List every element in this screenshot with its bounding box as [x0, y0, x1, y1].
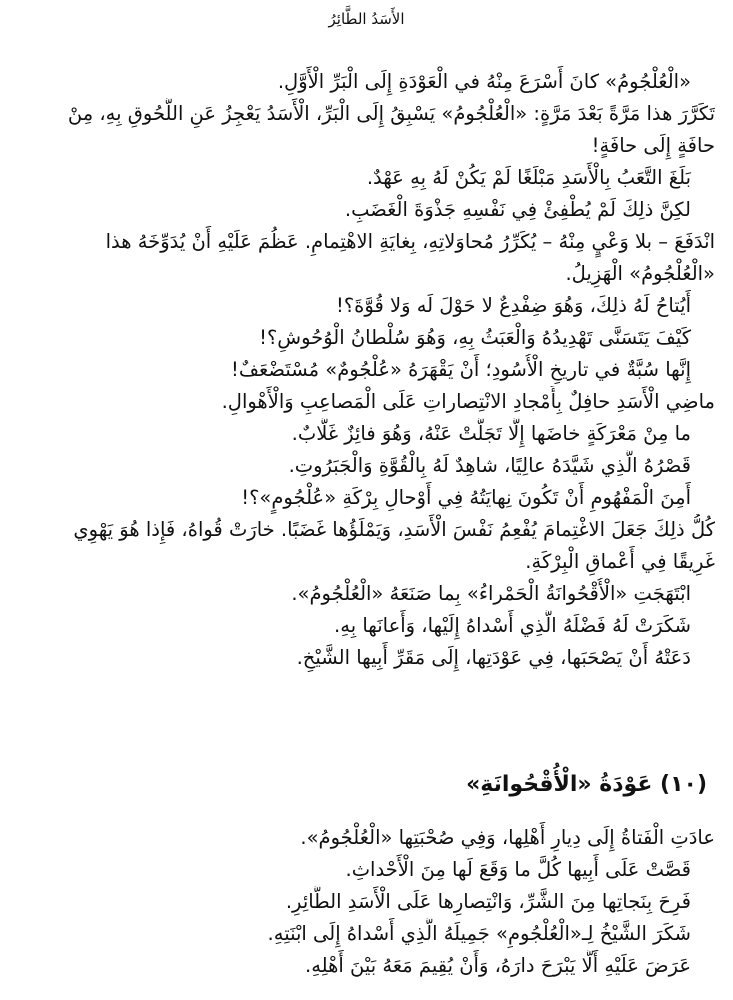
- text-line: شَكَرَ الشَّيْخُ لِـ«الْعُلْجُومِ» جَمِيلَهُ الَّذِي أَسْداهُ إِلَى ابْنَتِهِ.: [267, 922, 691, 945]
- text-line: «الْعُلْجُومُ» الْهَزِيلُ.: [565, 262, 715, 285]
- text-line: ابْتَهَجَتِ «الْأُقْحُوانَةُ الْحَمْراءُ» بِما صَنَعَهُ «الْعُلْجُومُ».: [291, 582, 691, 605]
- text-line: ماضِي الْأَسَدِ حافِلٌ بِأَمْجادِ الانْتِصاراتِ عَلَى الْمَصاعِبِ وَالْأَهْوالِ.: [221, 390, 715, 413]
- text-section-main: [18, 66, 715, 674]
- running-title: الأَسَدُ الطَّائِرُ: [328, 10, 405, 28]
- text-line: غَرِيقًا فِي أَعْماقِ الْبِرْكَةِ.: [525, 550, 715, 573]
- text-line: عَرَضَ عَلَيْهِ أَلَّا يَبْرَحَ دارَهُ، وَأَنْ يُقِيمَ مَعَهُ بَيْنَ أَهْلِهِ.: [305, 954, 691, 977]
- text-line: أَمِنَ الْمَفْهُومِ أَنْ تَكُونَ نِهايَتُهُ فِي أَوْحالِ بِرْكَةِ «عُلْجُومٍ»؟!: [241, 486, 691, 509]
- text-line: «الْعُلْجُومُ» كانَ أَسْرَعَ مِنْهُ في الْعَوْدَةِ إِلَى الْبَرِّ الْأَوَّلِ.: [277, 70, 691, 93]
- text-line: ما مِنْ مَعْرَكَةٍ خاضَها إِلَّا تَجَلَّتْ عَنْهُ، وَهُوَ فائِزٌ غَلَّابٌ.: [291, 422, 691, 445]
- text-line: كَيْفَ يَتَسَنَّى تَهْدِيدُهُ وَالْعَبَثُ بِهِ، وَهُوَ سُلْطانُ الْوُحُوشِ؟!: [259, 326, 691, 349]
- text-line: بَلَغَ التَّعَبُ بِالْأَسَدِ مَبْلَغًا لَمْ يَكُنْ لَهُ بِهِ عَهْدٌ.: [366, 166, 691, 189]
- text-line: قَصَّتْ عَلَى أَبِيها كُلَّ ما وَقَعَ لَها مِنَ الْأَحْداثِ.: [345, 858, 691, 881]
- text-line: حافَةٍ إِلَى حافَةٍ!: [591, 134, 715, 157]
- text-line: إِنَّها سُبَّةٌ في تاريخِ الْأُسُودِ؛ أَنْ يَقْهَرَهُ «عُلْجُومٌ» مُسْتَضْعَفٌ!: [231, 358, 691, 381]
- text-line: لكِنَّ ذلِكَ لَمْ يُطْفِئْ فِي نَفْسِهِ جَذْوَةَ الْغَضَبِ.: [344, 198, 691, 221]
- text-line: عادَتِ الْفَتاةُ إِلَى دِيارِ أَهْلِها، وَفِي صُحْبَتِها «الْعُلْجُومُ».: [300, 826, 715, 849]
- chapter-heading: (١٠) عَوْدَةُ «الْأُقْحُوانَةِ»: [466, 772, 707, 797]
- text-line: دَعَتْهُ أَنْ يَصْحَبَها، فِي عَوْدَتِها، إِلَى مَقَرِّ أَبِيها الشَّيْخِ.: [296, 646, 691, 669]
- text-line: قَصْرُهُ الَّذِي شَيَّدَهُ عالِيًا، شاهِدٌ لَهُ بِالْقُوَّةِ وَالْجَبَرُوتِ.: [288, 454, 691, 477]
- text-line: فَرِحَ بِنَجاتِها مِنَ الشَّرِّ، وَانْتِصارِها عَلَى الْأَسَدِ الطَّائِرِ.: [285, 890, 691, 913]
- text-line: تَكَرَّرَ هذا مَرَّةً بَعْدَ مَرَّةٍ: «الْعُلْجُومُ» يَسْبِقُ إِلَى الْبَرِّ، الْأَسَدُ يَعْجِزُ عَنِ اللُّحُوقِ بِهِ، مِنْ: [67, 102, 715, 125]
- text-section-chapter-10: [18, 822, 715, 982]
- text-line: أَيُتاحُ لَهُ ذلِكَ، وَهُوَ ضِفْدِعٌ لا حَوْلَ لَه وَلا قُوَّةَ؟!: [336, 294, 691, 317]
- text-line: شَكَرَتْ لَهُ فَضْلَهُ الَّذِي أَسْداهُ إِلَيْها، وَأَعانَها بِهِ.: [334, 614, 691, 637]
- text-line: كُلُّ ذلِكَ جَعَلَ الاغْتِمامَ يُفْعِمُ نَفْسَ الْأَسَدِ، وَيَمْلَؤُها غَضَبًا. خارَتْ قُواهُ، فَإِذا هُوَ يَهْوِي: [73, 518, 715, 541]
- text-line: انْدَفَعَ – بلا وَعْيٍ مِنْهُ – يُكَرِّرُ مُحاوَلاتِهِ، بِغايَةِ الاهْتِمامِ. عَظُمَ عَلَيْهِ أَنْ يُدَوِّخَهُ هذا: [105, 230, 715, 253]
